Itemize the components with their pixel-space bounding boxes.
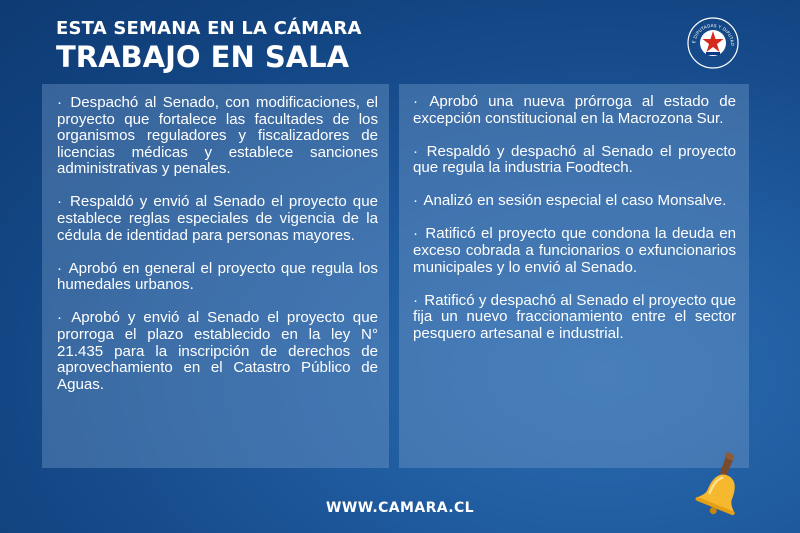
left-column-panel — [42, 84, 389, 468]
list-item — [413, 193, 736, 210]
bullet-icon: · — [57, 309, 63, 327]
list-item — [413, 94, 736, 127]
list-item-text: Aprobó una nueva prórroga al estado de excepción constitucional en la Macrozona Sur. — [413, 93, 736, 127]
list-item-text: Analizó en sesión especial el caso Monsalve. — [423, 192, 727, 210]
bell-icon — [692, 452, 748, 522]
bullet-icon: · — [57, 193, 63, 211]
bullet-icon: · — [57, 259, 63, 277]
bullet-icon: · — [57, 94, 63, 111]
bullet-icon: · — [413, 291, 419, 309]
seal-text: E DIPUTADAS Y DIPUTAD — [691, 22, 736, 47]
list-item — [57, 95, 378, 178]
bullet-icon: · — [413, 225, 419, 243]
list-item — [413, 293, 736, 343]
header — [56, 18, 362, 74]
list-item-text: Respaldó y envió al Senado el proyecto que establece reglas especiales de vigencia de la cédula de identidad para personas mayores. — [57, 193, 378, 244]
list-item-text: Aprobó y envió al Senado el proyecto que prorroga el plazo establecido en la ley N° 21.435 para la inscripción de derechos de aprovechamiento en el Catastro Público de Aguas. — [57, 309, 378, 393]
list-item — [413, 144, 736, 177]
right-column-panel — [399, 84, 749, 468]
list-item-text: Aprobó en general el proyecto que regula los humedales urbanos. — [57, 259, 378, 294]
chamber-seal-icon — [686, 16, 740, 70]
list-item — [57, 194, 378, 244]
list-item-text: Ratificó y despachó al Senado el proyecto que fija un nuevo fraccionamiento entre el sector pesquero artesanal e industrial. — [413, 291, 736, 342]
list-item — [57, 261, 378, 294]
list-item-text: Despachó al Senado, con modificaciones, el proyecto que fortalece las facultades de los organismos reguladores y fiscalizadores de licencias médicas y establece sanciones administrativas y penales. — [57, 94, 378, 178]
list-item-text: Ratificó el proyecto que condona la deuda en exceso cobrada a funcionarios o exfuncionarios municipales y lo envió al Senado. — [413, 225, 736, 276]
bullet-icon: · — [413, 142, 419, 160]
website-link[interactable]: WWW.CAMARA.CL — [326, 500, 474, 516]
bullet-icon: · — [413, 93, 419, 110]
page-title: TRABAJO EN SALA — [56, 40, 350, 74]
list-item — [57, 310, 378, 393]
list-item-text: Respaldó y despachó al Senado el proyecto que regula la industria Foodtech. — [413, 142, 736, 177]
header-kicker: ESTA SEMANA EN LA CÁMARA — [56, 18, 362, 39]
list-item — [413, 226, 736, 276]
bullet-icon: · — [413, 192, 419, 210]
